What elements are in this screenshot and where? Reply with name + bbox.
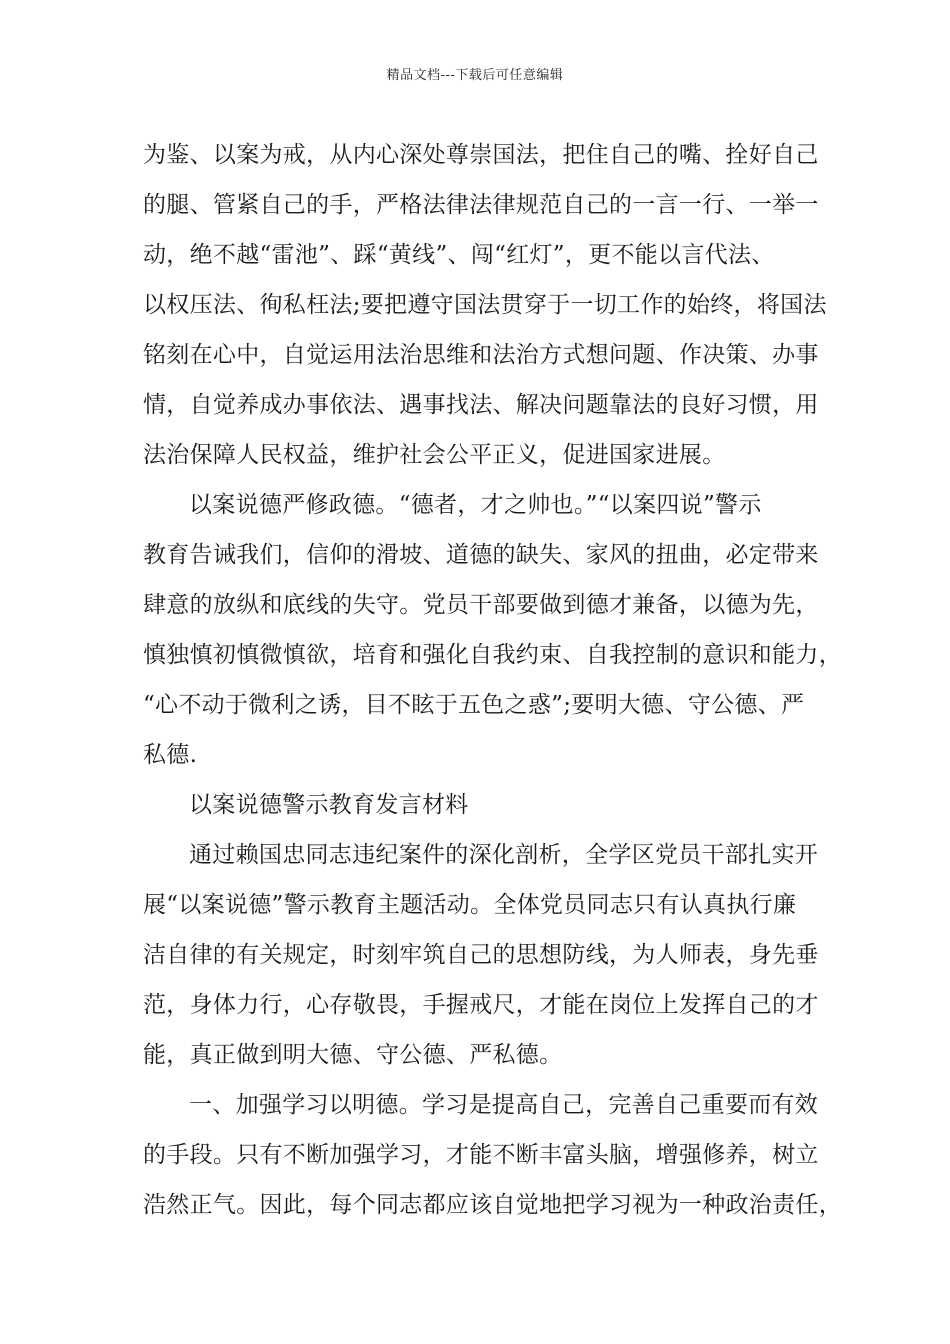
text-line: 为鉴、以案为戒，从内心深处尊崇国法，把住自己的嘴、拴好自己	[143, 142, 819, 168]
text-line: 的手段。只有不断加强学习，才能不断丰富头脑，增强修养，树立	[143, 1142, 819, 1168]
text-line: 展“以案说德”警示教育主题活动。全体党员同志只有认真执行廉	[143, 892, 797, 918]
text-line: 动，绝不越“雷池”、踩“黄线”、闯“红灯”，更不能以言代法、	[143, 242, 775, 268]
text-line: 慎独慎初慎微慎欲，培育和强化自我约束、自我控制的意识和能力，	[143, 642, 842, 668]
text-line: 能，真正做到明大德、守公德、严私德。	[143, 1042, 563, 1068]
text-line: 洁自律的有关规定，时刻牢筑自己的思想防线，为人师表，身先垂	[143, 942, 819, 968]
text-line: 教育告诫我们，信仰的滑坡、道德的缺失、家风的扭曲，必定带来	[143, 542, 819, 568]
text-line: 浩然正气。因此，每个同志都应该自觉地把学习视为一种政治责任，	[143, 1192, 842, 1218]
text-line: 范，身体力行，心存敬畏，手握戒尺，才能在岗位上发挥自己的才	[143, 992, 819, 1018]
text-line: 以案说德警示教育发言材料	[189, 792, 469, 818]
text-line: 情，自觉养成办事依法、遇事找法、解决问题靠法的良好习惯，用	[143, 392, 819, 418]
text-line: “心不动于微利之诱，目不眩于五色之惑”;要明大德、守公德、严	[143, 692, 805, 718]
text-line: 以案说德严修政德。“德者，才之帅也。”“以案四说”警示	[189, 492, 762, 518]
document-body	[143, 130, 842, 1230]
text-line: 的腿、管紧自己的手，严格法律法律规范自己的一言一行、一举一	[143, 192, 819, 218]
text-line: 以权压法、徇私枉法;要把遵守国法贯穿于一切工作的始终，将国法	[143, 292, 827, 318]
page-header: 精品文档---下载后可任意编辑	[386, 68, 564, 83]
text-line: 通过赖国忠同志违纪案件的深化剖析，全学区党员干部扎实开	[189, 842, 819, 868]
text-line: 私德.	[143, 742, 198, 768]
text-line: 一、加强学习以明德。学习是提高自己，完善自己重要而有效	[189, 1092, 819, 1118]
text-line: 法治保障人民权益，维护社会公平正义，促进国家进展。	[143, 442, 726, 468]
text-line: 铭刻在心中，自觉运用法治思维和法治方式想问题、作决策、办事	[143, 342, 819, 368]
text-line: 肆意的放纵和底线的失守。党员干部要做到德才兼备，以德为先，	[143, 592, 819, 618]
